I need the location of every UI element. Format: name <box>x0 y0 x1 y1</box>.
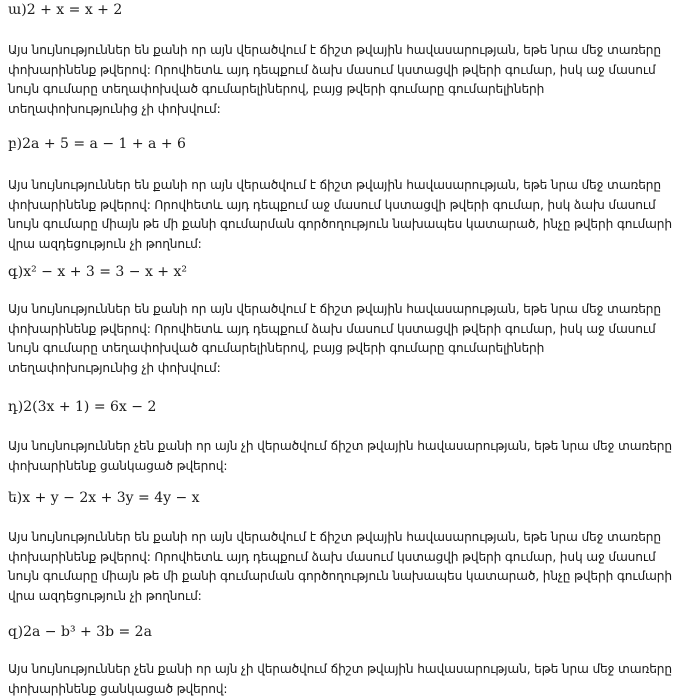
item-a <box>8 2 677 18</box>
explanation-f-block <box>8 660 677 699</box>
item-f <box>8 624 677 640</box>
item-label: զ) <box>8 624 24 640</box>
item-label: ա) <box>8 2 27 18</box>
explanation-a: Այս նույնություններ են քանի որ այն վերածվում է ճիշտ թվային հավասարության, եթե նրա մեջ տառերը փոխարինենք թվերով: Որովհետև այդ դեպքում ձախ մասում կստացվի թվերի գումար, իսկ աջ մասում նույն գումարը տեղափոխված գումարելիներով, բայց թվերի գումարը գումարելիների տեղափոխությունից չի փոխվում: <box>8 43 661 116</box>
item-label: բ) <box>8 136 23 152</box>
equation-text: x² − x + 3 = 3 − x + x² <box>23 264 187 280</box>
explanation-b: Այս նույնություններ են քանի որ այն վերածվում է ճիշտ թվային հավասարության, եթե նրա մեջ տառերը փոխարինենք թվերով: Որովհետև այդ դեպքում աջ մասում կստացվի թվերի գումար, իսկ ձախ մասում նույն գումարը միայն թե մի քանի գումարման գործողություն նախապես կատարած, ինչը թվերի գումարի վրա ազդեցություն չի թողնում: <box>8 178 672 251</box>
explanation-d-block <box>8 437 677 476</box>
equation-b <box>8 136 677 152</box>
explanation-e: Այս նույնություններ են քանի որ այն վերածվում է ճիշտ թվային հավասարության, եթե նրա մեջ տառերը փոխարինենք թվերով: Որովհետև այդ դեպքում ձախ մասում կստացվի թվերի գումար, իսկ աջ մասում նույն գումարը միայն թե մի քանի գումարման գործողություն նախապես կատարած, ինչը թվերի գումարի վրա ազդեցություն չի թողնում: <box>8 530 672 603</box>
equation-d <box>8 399 677 415</box>
explanation-d: Այս նույնություններ չեն քանի որ այն չի վերածվում ճիշտ թվային հավասարության, եթե նրա մեջ տառերը փոխարինենք ցանկացած թվերով: <box>8 439 672 473</box>
item-c <box>8 264 677 280</box>
equation-text: 2a − b³ + 3b = 2a <box>23 624 152 640</box>
item-label: դ) <box>8 399 24 415</box>
equation-text: 2(3x + 1) = 6x − 2 <box>23 399 157 415</box>
equation-text: x + y − 2x + 3y = 4y − x <box>22 490 200 506</box>
item-label: ե) <box>8 490 23 506</box>
item-e <box>8 490 677 506</box>
explanation-f: Այս նույնություններ չեն քանի որ այն չի վերածվում ճիշտ թվային հավասարության, եթե նրա մեջ տառերը փոխարինենք ցանկացած թվերով: <box>8 662 672 696</box>
item-b <box>8 136 677 152</box>
item-label: գ) <box>8 264 24 280</box>
equation-a <box>8 2 677 18</box>
item-d <box>8 399 677 415</box>
equation-text: 2a + 5 = a − 1 + a + 6 <box>22 136 186 152</box>
explanation-c-block <box>8 300 677 378</box>
equation-c <box>8 264 677 280</box>
explanation-a-block <box>8 41 677 119</box>
explanation-e-block <box>8 528 677 606</box>
equation-text: 2 + x = x + 2 <box>26 2 123 18</box>
explanation-b-block <box>8 176 677 254</box>
equation-e <box>8 490 677 506</box>
explanation-c: Այս նույնություններ են քանի որ այն վերածվում է ճիշտ թվային հավասարության, եթե նրա մեջ տառերը փոխարինենք թվերով: Որովհետև այդ դեպքում ձախ մասում կստացվի թվերի գումար, իսկ աջ մասում նույն գումարը տեղափոխված գումարելիներով, բայց թվերի գումարը գումարելիների տեղափոխությունից չի փոխվում: <box>8 302 661 375</box>
equation-f <box>8 624 677 640</box>
